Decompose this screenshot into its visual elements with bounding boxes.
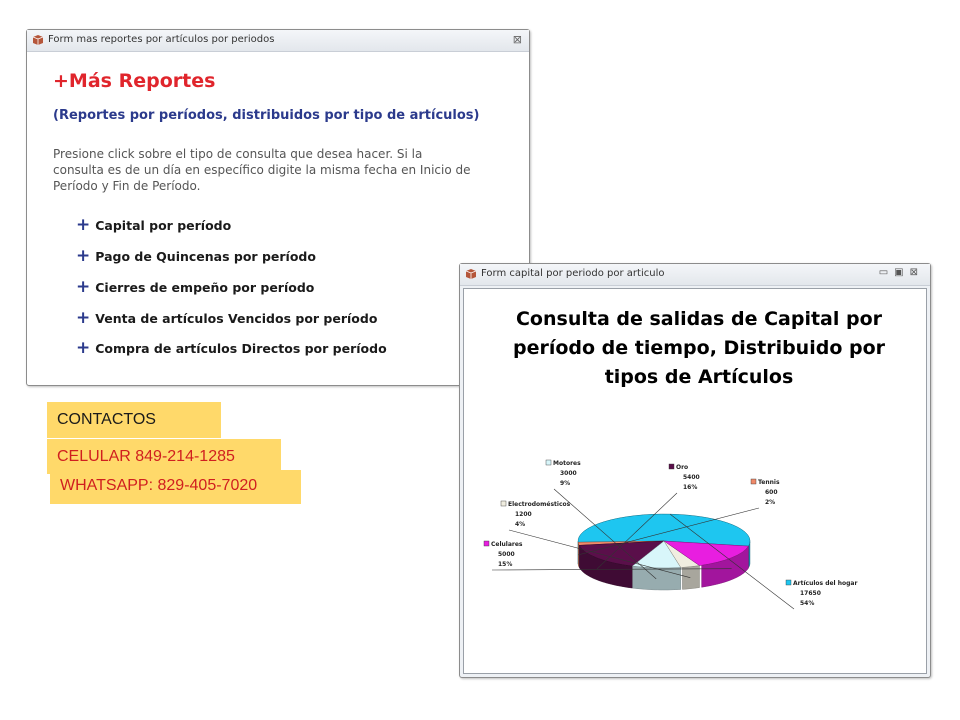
pie-label-name: Celulares [491, 541, 523, 548]
chart-window-title: Form capital por periodo por articulo [481, 268, 665, 279]
window-controls [879, 267, 924, 278]
page-title: +Más Reportes [53, 70, 216, 92]
maximize-icon[interactable]: ▣ [894, 267, 910, 278]
option-label: Venta de artículos Vencidos por período [95, 311, 378, 326]
cellular-box [47, 439, 281, 474]
capital-chart-window [459, 263, 931, 678]
pie-label-value: 600 [765, 489, 778, 496]
pie-label-name: Electrodomésticos [508, 501, 571, 508]
pie-slice-side [578, 543, 579, 567]
app-icon [465, 268, 477, 280]
option-label: Capital por período [95, 218, 232, 233]
contacts-heading: CONTACTOS [57, 411, 156, 428]
option-compra-directos[interactable] [76, 338, 387, 358]
option-label: Cierres de empeño por período [95, 280, 315, 295]
pie-label-value: 5400 [683, 474, 700, 481]
plus-icon: + [76, 246, 91, 266]
plus-icon: + [76, 215, 91, 235]
instructions-text: Presione click sobre el tipo de consulta que desea hacer. Si la consulta es de un día en específico digite la misma fecha en Inicio de Período y Fin de Período. [53, 147, 471, 193]
pie-label-name: Tennis [758, 479, 780, 486]
pie-label-percent: 2% [765, 499, 776, 506]
pie-label-name: Artículos del hogar [793, 580, 858, 587]
plus-icon: + [76, 308, 91, 328]
reports-window-titlebar[interactable] [27, 30, 529, 52]
pie-label-percent: 9% [560, 480, 571, 487]
pie-label-name: Motores [553, 460, 581, 467]
option-cierres-empeno[interactable] [76, 277, 314, 297]
plus-icon: + [76, 277, 91, 297]
pie-label-value: 3000 [560, 470, 577, 477]
whatsapp-box [50, 470, 301, 504]
pie-label-percent: 54% [800, 600, 815, 607]
pie-label-value: 5000 [498, 551, 515, 558]
whatsapp-number: WHATSAPP: 829-405-7020 [60, 477, 258, 494]
chart-title-line: período de tiempo, Distribuido por [512, 337, 886, 359]
reports-window [26, 29, 530, 386]
pie-label-percent: 16% [683, 484, 698, 491]
chart-title-line: Consulta de salidas de Capital por [515, 308, 883, 330]
legend-swatch [546, 460, 551, 465]
legend-swatch [669, 464, 674, 469]
chart-title-line: tipos de Artículos [604, 366, 794, 388]
minimize-icon[interactable]: ▭ [878, 267, 895, 278]
option-capital[interactable] [76, 215, 231, 235]
legend-swatch [484, 541, 489, 546]
close-icon[interactable]: ⊠ [909, 267, 924, 278]
option-venta-vencidos[interactable] [76, 308, 377, 328]
pie-label-value: 1200 [515, 511, 532, 518]
option-label: Pago de Quincenas por período [95, 249, 316, 264]
pie-chart [464, 289, 926, 673]
reports-window-body [28, 52, 528, 384]
plus-icon: + [76, 338, 91, 358]
legend-swatch [751, 479, 756, 484]
option-pago-quincenas[interactable] [76, 246, 316, 266]
chart-area [463, 288, 927, 674]
pie-label-percent: 4% [515, 521, 526, 528]
page-subtitle: (Reportes por períodos, distribuidos por tipo de artículos) [53, 108, 480, 123]
pie-slices [578, 514, 750, 590]
pie-label-name: Oro [676, 464, 689, 471]
reports-window-title: Form mas reportes por artículos por periodos [48, 34, 275, 45]
legend-swatch [501, 501, 506, 506]
option-label: Compra de artículos Directos por período [95, 341, 387, 356]
cellular-number: CELULAR 849-214-1285 [57, 448, 235, 465]
pie-slice-side [633, 566, 681, 590]
close-icon[interactable]: ⊠ [512, 33, 522, 46]
app-icon [32, 34, 44, 46]
legend-swatch [786, 580, 791, 585]
chart-window-titlebar[interactable] [460, 264, 930, 286]
pie-label-percent: 15% [498, 561, 513, 568]
contacts-heading-box [47, 402, 221, 438]
pie-label-value: 17650 [800, 590, 821, 597]
